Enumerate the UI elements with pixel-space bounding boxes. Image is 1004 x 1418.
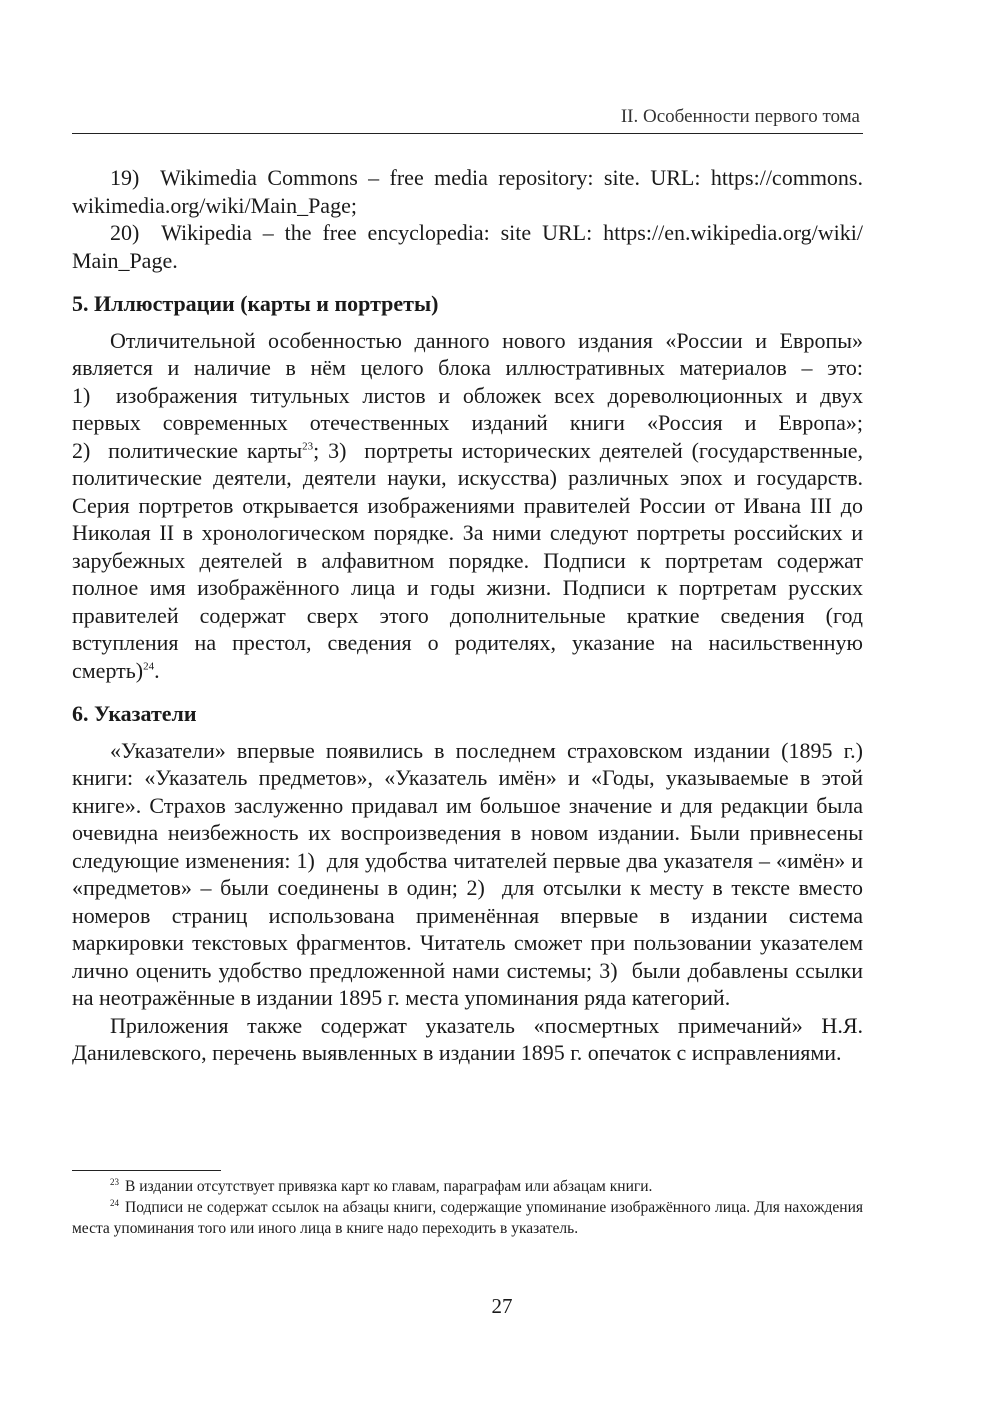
header-rule (72, 133, 863, 134)
page-number: 27 (491, 1294, 513, 1318)
footnotes (72, 1176, 863, 1239)
section-6-paragraph-2: Приложения также содержат указатель «посмертных примечаний» Н.Я. Данилевского, перечень выявленных в издании 1895 г. опечаток с исправлениями. (72, 1012, 863, 1065)
section-5-text-part-2: ; 3) портреты исторических деятелей (государственные, политические деятели, деятели науки, искусства) различных эпох и государств. Серия портретов открывается изображениями правителей России от Ивана III до Николая II в хронологическом порядке. За ними следуют портреты российских и зарубежных деятелей в алфавитном порядке. Подписи к портретам содержат полное имя изображённого лица и годы жизни. Подписи к портретам русских правителей содержат сверх этого дополнительные краткие сведения (год вступления на престол, сведения о родителях, указание на насильственную смерть) (72, 437, 863, 683)
main-text (72, 164, 863, 1067)
footnote-ref-23[interactable]: 23 (302, 440, 314, 453)
footnote-rule (72, 1170, 221, 1171)
section-5-text-part-1: Отличительной особенностью данного нового издания «России и Европы» является и наличие в нём целого блока иллюстративных материалов – это: 1) изображения титульных листов и обложек всех дореволюционных и двух первых современных отечественных изданий книги «Россия и Европа»; 2) политические карты (72, 327, 863, 463)
section-6-paragraph-1: «Указатели» впервые появились в последнем страховском издании (1895 г.) книги: «Указатель предметов», «Указатель имён» и «Годы, указываемые в этой книге». Страхов заслуженно придавал им большое значение и для редакции была очевидна неизбежность их воспроизведения в новом издании. Были привнесены следующие изменения: 1) для удобства читателей первые два указателя – «имён» и «предметов» – были соединены в один; 2) для отсылки к месту в тексте вместо номеров страниц использована применённая впервые в издании система маркировки текстовых фрагментов. Читатель сможет при пользовании указателем лично оценить удобство предложенной нами системы; 3) были добавлены ссылки на неотражённые в издании 1895 г. места упоминания ряда категорий. (72, 737, 863, 1010)
list-item-19: 19) Wikimedia Commons – free media repository: site. URL: https://commons. wikimedia.org/wiki/Main_Page; (72, 165, 863, 218)
footnote-text: В издании отсутствует привязка карт ко главам, параграфам или абзацам книги. (125, 1178, 653, 1195)
footnote-number: 24 (110, 1197, 119, 1208)
section-5-paragraph (72, 327, 863, 685)
footnote-23 (72, 1176, 863, 1197)
footnote-ref-24[interactable]: 24 (143, 660, 155, 673)
list-item-20: 20) Wikipedia – the free encyclopedia: site URL: https://en.wikipedia.org/wiki/ Main_Page. (72, 220, 863, 273)
section-5-heading: 5. Иллюстрации (карты и портреты) (72, 291, 439, 316)
running-head: II. Особенности первого тома (620, 106, 860, 127)
footnote-24 (72, 1197, 863, 1239)
section-5-text-part-3: . (154, 657, 160, 683)
footnote-number: 23 (110, 1176, 119, 1187)
footnote-text: Подписи не содержат ссылок на абзацы книги, содержащие упоминание изображённого лица. Для нахождения места упоминания того или иного лица в книге надо переходить в указатель. (72, 1199, 863, 1237)
section-6-heading: 6. Указатели (72, 701, 197, 726)
